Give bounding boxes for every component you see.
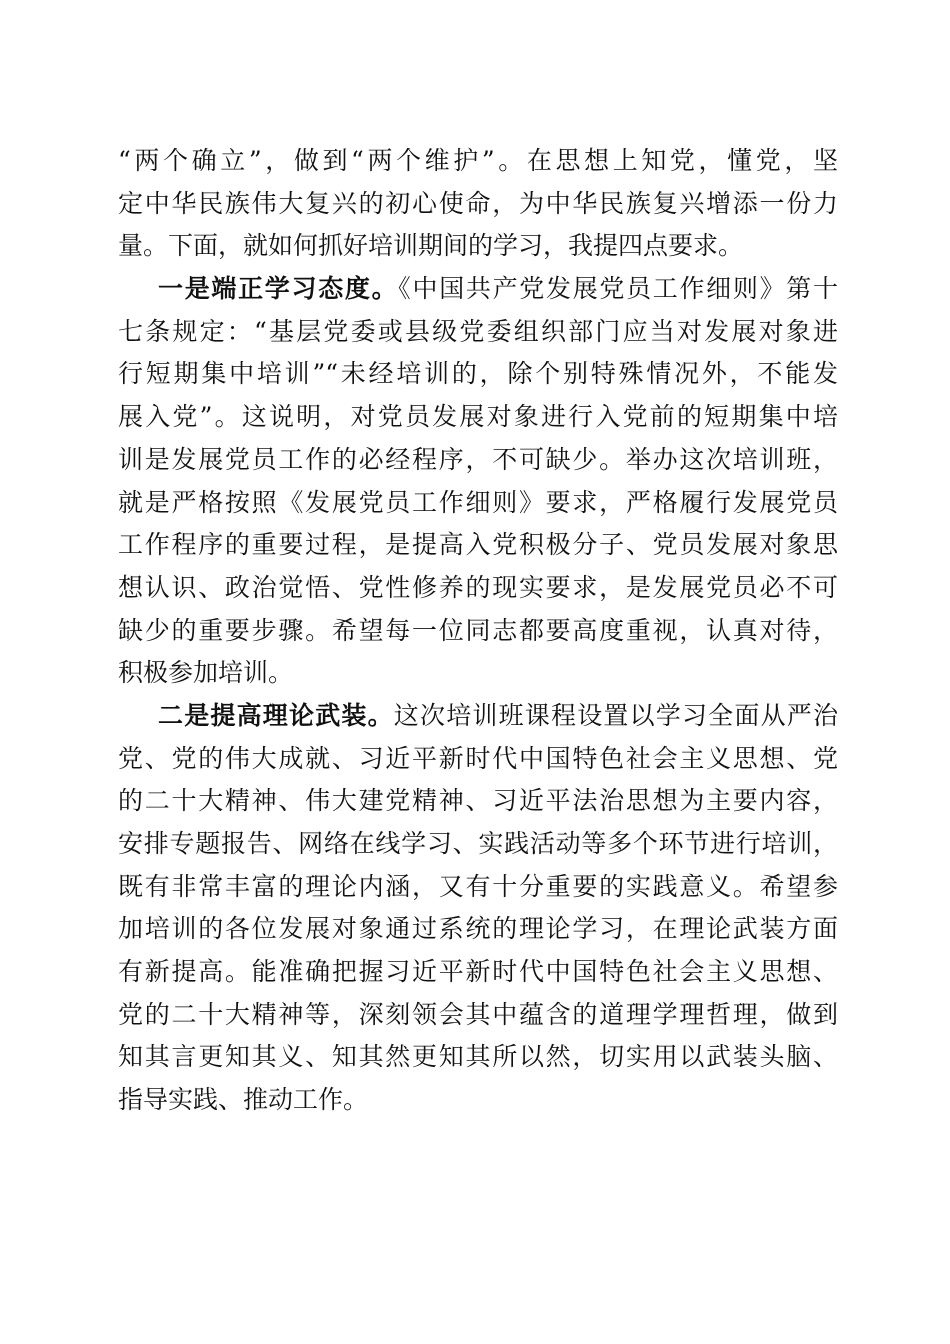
text-line: 行短期集中培训”“未经培训的，除个别特殊情况外，不能发 — [118, 359, 838, 389]
text-line: 指导实践、推动工作。 — [118, 1085, 369, 1115]
text-line — [118, 695, 838, 738]
text-line: 加培训的各位发展对象通过系统的理论学习，在理论武装方面 — [118, 914, 838, 944]
text-line: 积极参加培训。 — [118, 658, 294, 688]
paragraph-heading: 二是提高理论武装。 — [158, 700, 394, 730]
paragraph-2 — [118, 268, 838, 695]
text-line: 就是严格按照《发展党员工作细则》要求，严格履行发展党员 — [118, 487, 838, 517]
text-line: 想认识、政治觉悟、党性修养的现实要求，是发展党员必不可 — [118, 572, 838, 602]
text-line: 七条规定：“基层党委或县级党委组织部门应当对发展对象进 — [118, 316, 838, 346]
text-run: 《中国共产党发展党员工作细则》第十 — [398, 274, 838, 304]
document-body — [118, 140, 838, 1122]
text-line: 的二十大精神、伟大建党精神、习近平法治思想为主要内容， — [118, 786, 838, 816]
paragraph-heading: 一是端正学习态度。 — [158, 274, 399, 304]
text-line: 安排专题报告、网络在线学习、实践活动等多个环节进行培训， — [118, 829, 838, 858]
text-run: 这次培训班课程设置以学习全面从严治 — [393, 700, 838, 730]
paragraph-3 — [118, 695, 838, 1122]
text-line: 缺少的重要步骤。希望每一位同志都要高度重视，认真对待， — [118, 615, 838, 645]
text-line: 有新提高。能准确把握习近平新时代中国特色社会主义思想、 — [118, 957, 838, 987]
text-line: 党、党的伟大成就、习近平新时代中国特色社会主义思想、党 — [118, 743, 838, 773]
paragraph-1 — [118, 140, 838, 268]
text-line: 定中华民族伟大复兴的初心使命，为中华民族复兴增添一份力 — [118, 188, 838, 218]
text-line: “两个确立”，做到“两个维护”。在思想上知党，懂党，坚 — [118, 146, 838, 175]
text-line: 训是发展党员工作的必经程序，不可缺少。举办这次培训班， — [118, 444, 838, 474]
text-line: 既有非常丰富的理论内涵，又有十分重要的实践意义。希望参 — [118, 871, 838, 901]
text-line: 展入党”。这说明，对党员发展对象进行入党前的短期集中培 — [118, 402, 838, 432]
text-line — [118, 268, 838, 311]
text-line: 量。下面，就如何抓好培训期间的学习，我提四点要求。 — [118, 231, 744, 261]
text-line: 知其言更知其义、知其然更知其所以然，切实用以武装头脑、 — [118, 1042, 838, 1072]
text-line: 工作程序的重要过程，是提高入党积极分子、党员发展对象思 — [118, 530, 838, 560]
text-line: 党的二十大精神等，深刻领会其中蕴含的道理学理哲理，做到 — [118, 999, 838, 1029]
